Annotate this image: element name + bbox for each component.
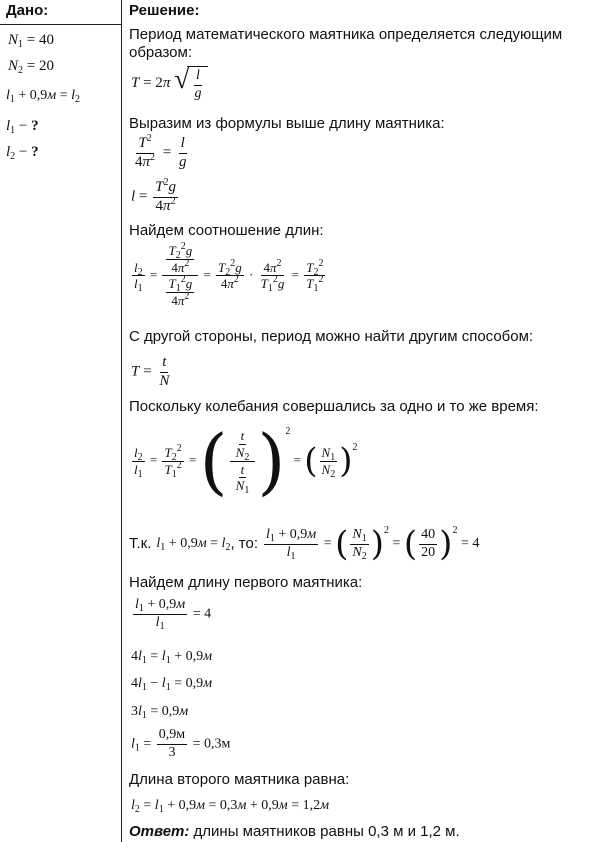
result-03: = 0,3м [192,736,231,752]
solution-text-3: Найдем соотношение длин: [129,222,324,239]
answer-text: длины маятников равны 0,3 м и 1,2 м. [189,823,460,840]
answer-label: Ответ: [129,823,190,840]
solution-text-1: Период математического маятника определяется следующим [129,26,563,43]
then-word: , то: [230,535,258,552]
given-unknown-l1: $l_1$ − ? [6,118,39,136]
num-20: 20 [421,544,436,560]
given-n2: $N_2 = 20$ [8,58,54,76]
num-40: 40 [419,528,437,545]
formula-step-2: $4l_1 - l_1 = 0,9м$ [131,676,213,693]
solution-text-7: Найдем длину первого маятника: [129,574,363,591]
formula-eq-4: $\frac{l_1 + 0,9м}{l_1}$ = 4 [135,597,212,632]
column-divider [121,0,122,842]
formula-count-ratio: $\frac{l_2}{l_1}$ = $\frac{T_2^2}{T_1^2}$ = ( $\frac{\frac{t}{N_2}}{\frac{t}{N_1}}$ ) $^2$ = ( $\frac{N_1}{N_2}$ ) $^2$ [134,419,358,503]
given-unknown-l2: $l_2$ − ? [6,144,39,162]
den-3: 3 [168,744,176,760]
result-4: = 4 [460,536,480,552]
solution-text-8: Длина второго маятника равна: [129,771,350,788]
formula-period: T = 2π √ $\frac{l}{g}$ [131,66,208,101]
solution-text-2: Выразим из формулы выше длину маятника: [129,115,445,132]
formula-l1-result: $l_1$ = $\frac{0,9м}{3}$ = 0,3м [131,727,231,760]
num-09: 0,9м [157,728,187,745]
since-word: Т.к. [129,535,152,552]
formula-l2-result: $l_2 = l_1 + 0,9м = 0,3м + 0,9м = 1,2м$ [131,798,330,815]
given-length-relation: $l_1 + 0,9м = l_2$ [6,88,81,105]
solution-text-5: Поскольку колебания совершались за одно и то же время: [129,398,539,415]
given-header: Дано: [6,2,49,19]
given-header-divider [0,24,121,25]
solution-text-1b: образом: [129,44,192,61]
formula-length-ratio: $\frac{l_2}{l_1}$ = $\frac{\frac{T_2^2g}{4\pi^2}}{\frac{T_1^2g}{4\pi^2}}$ = $\frac{T_2^2g}{4\pi^2}$ · $\frac{4\pi^2}{T_1^2g}$ = $\frac{T_2^2}{T_1^2}$ [134,241,324,308]
solution-header: Решение: [129,2,200,19]
value-4: 4 [204,606,212,622]
given-n1: $N_1 = 40$ [8,32,54,50]
formula-length: l = $\frac{T^2g}{4\pi^2}$ [131,177,176,214]
answer-line [129,823,460,841]
formula-step-1: $4l_1 = l_1 + 0,9м$ [131,649,213,666]
formula-substitution-line: Т.к. $l_1 + 0,9м = l_2$ , то: $\frac{l_1 + 0,9м}{l_1}$ = ( $\frac{N_1}{N_2}$ ) $^2$ = ( $\frac{40}{20}$ ) $^2$ = 4 [129,524,480,564]
solution-text-4: С другой стороны, период можно найти другим способом: [129,328,534,345]
formula-ratio-period: $\frac{T^2}{4\pi^2}$ = $\frac{l}{g}$ [135,133,187,170]
formula-step-3: $3l_1 = 0,9м$ [131,704,189,721]
formula-period-count: T = $\frac{t}{N}$ [131,354,170,389]
